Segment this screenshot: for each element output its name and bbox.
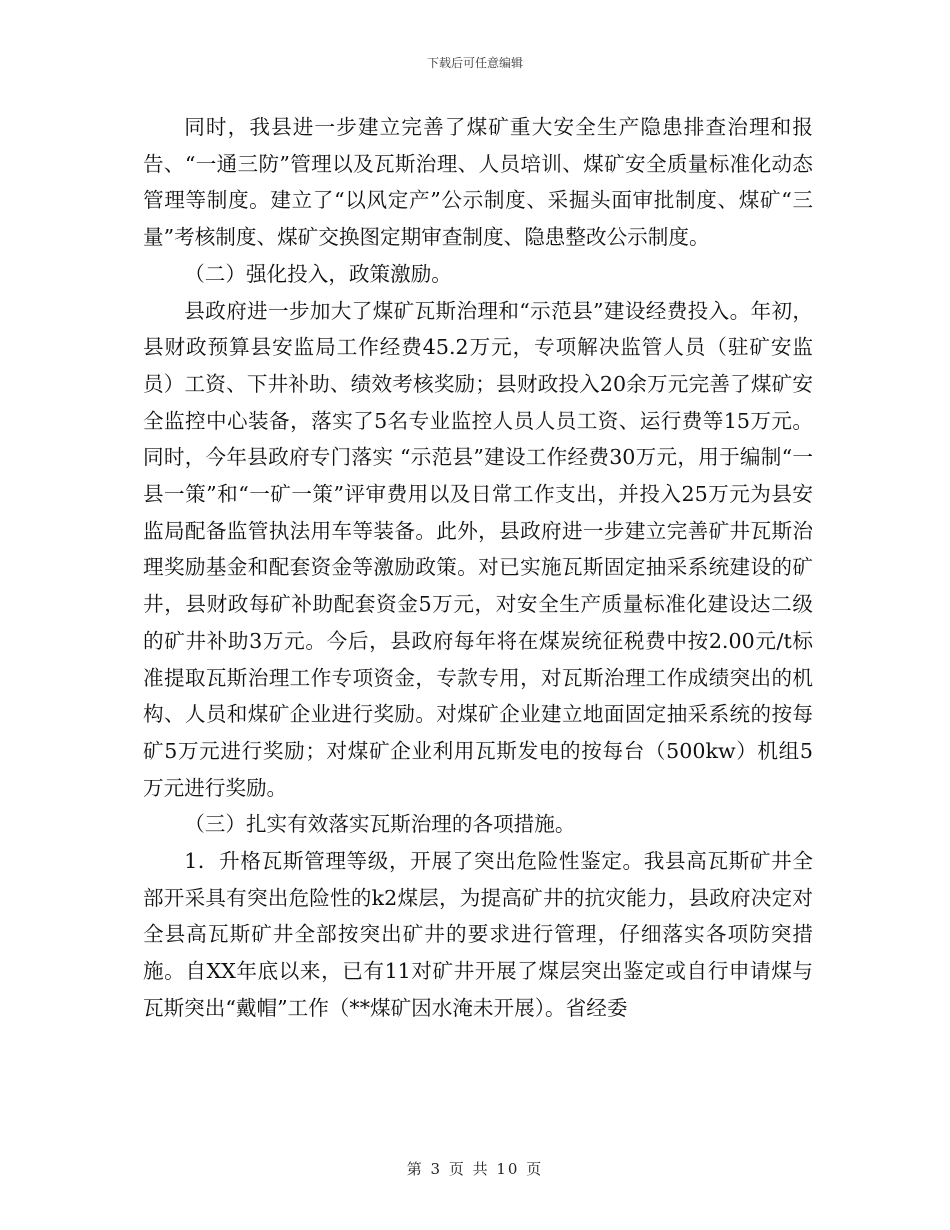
page-header: 下载后可任意编辑 — [426, 56, 523, 70]
section-heading-investment: （二）强化投入，政策激励。 — [184, 261, 452, 286]
paragraph-system-building: 同时，我县进一步建立完善了煤矿重大安全生产隐患排查治理和报告、“一通三防”管理以及瓦斯治理、人员培训、煤矿安全质量标准化动态管理等制度。建立了“以风定产”公示制度、采掘头面审批制度、煤矿“三量”考核制度、煤矿交换图定期审查制度、隐患整改公示制度。 — [143, 115, 813, 250]
page-number-footer: 第 3 页 共 10 页 — [406, 1160, 544, 1178]
paragraph-funding: 县政府进一步加大了煤矿瓦斯治理和“示范县”建设经费投入。年初，县财政预算县安监局工作经费45.2万元，专项解决监管人员（驻矿安监员）工资、下井补助、绩效考核奖励；县财政投入20余万元完善了煤矿安全监控中心装备，落实了5名专业监控人员人员工资、运行费等15万元。同时，今年县政府专门落实 “示范县”建设工作经费30万元，用于编制“一县一策”和“一矿一策”评审费用以及日常工作支出，并投入25万元为县安监局配备监管执法用车等装备。此外，县政府进一步建立完善矿井瓦斯治理奖励基金和配套资金等激励政策。对已实施瓦斯固定抽采系统建设的矿井，县财政每矿补助配套资金5万元，对安全生产质量标准化建设达二级的矿井补助3万元。今后，县政府每年将在煤炭统征税费中按2.00元/t标准提取瓦斯治理工作专项资金，专款专用，对瓦斯治理工作成绩突出的机构、人员和煤矿企业进行奖励。对煤矿企业建立地面固定抽采系统的按每矿5万元进行奖励；对煤矿企业利用瓦斯发电的按每台（500kw）机组5万元进行奖励。 — [143, 298, 813, 800]
paragraph-gas-management: 1．升格瓦斯管理等级，开展了突出危险性鉴定。我县高瓦斯矿井全部开采具有突出危险性的k2煤层，为提高矿井的抗灾能力，县政府决定对全县高瓦斯矿井全部按突出矿井的要求进行管理，仔细落实各项防突措施。自XX年底以来，已有11对矿井开展了煤层突出鉴定或自行申请煤与瓦斯突出“戴帽”工作（**煤矿因水淹未开展）。省经委 — [143, 849, 813, 1020]
section-heading-measures: （三）扎实有效落实瓦斯治理的各项措施。 — [184, 812, 576, 837]
document-body — [143, 109, 813, 1027]
